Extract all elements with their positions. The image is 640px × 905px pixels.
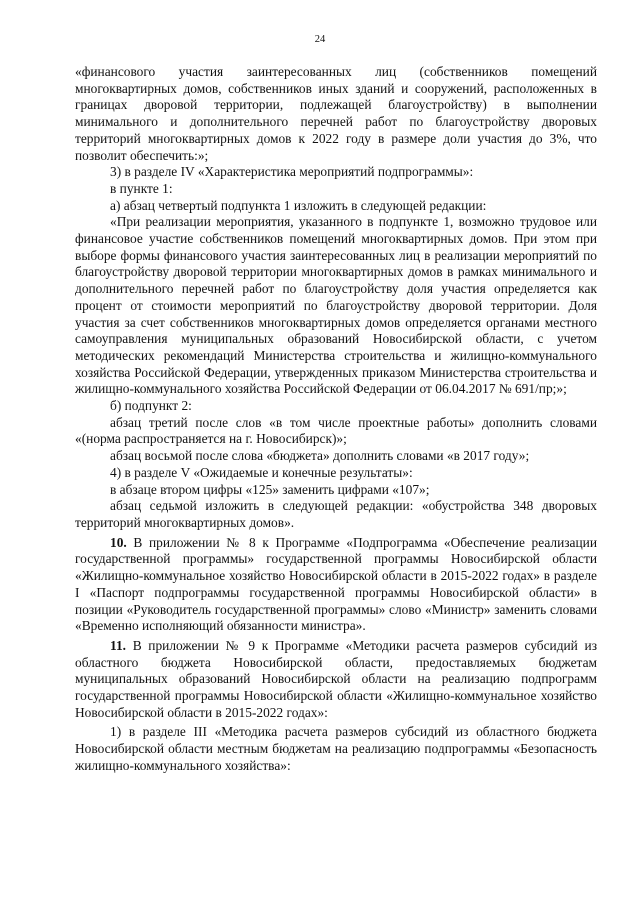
document-body: [75, 64, 597, 775]
paragraph-item-11: [75, 638, 597, 722]
paragraph-section-v: 4) в разделе V «Ожидаемые и конечные результаты»:: [110, 464, 413, 480]
paragraph-second-abzac-digits: в абзаце втором цифры «125» заменить цифрами «107»;: [110, 481, 430, 497]
paragraph-section-iv: 3) в разделе IV «Характеристика мероприятий подпрограммы»:: [110, 164, 474, 180]
item-10-number: 10.: [110, 534, 127, 550]
paragraph-financial-participation-quote: «финансового участия заинтересованных лиц (собственников помещений многоквартирных домов, собственников иных зданий и сооружений, расположенных в границах дворовой территории, подлежащей благоустройству) в выполнении минимального и дополнительного перечней работ по благоустройству дворовых территорий многоквартирных домов к 2022 году в размере доли участия до 3%, что позволит обеспечить:»;: [75, 64, 597, 163]
paragraph-section-iii: 1) в разделе III «Методика расчета размеров субсидий из областного бюджета Новосибирской области местным бюджетам на реализацию подпрограммы «Безопасность жилищно-коммунального хозяйства»:: [75, 724, 597, 773]
paragraph-new-wording-quote: «При реализации мероприятия, указанного в подпункте 1, возможно трудовое или финансовое участие собственников помещений многоквартирных домов. При этом при выборе формы финансового участия заинтересованных лиц в реализации мероприятий по благоустройству дворовой территории многоквартирных домов в рамках минимального и дополнительного перечней работ по благоустройству доля участия определяется как процент от стоимости мероприятий по благоустройству дворовой территории. Доля участия за счет собственников многоквартирных домов определяется органами местного самоуправления муниципальных образований Новосибирской области, с учетом методических рекомендаций Министерства строительства и жилищно-коммунального хозяйства Российской Федерации, утвержденных приказом Министерства строительства и жилищно-коммунального хозяйства Российской Федерации от 06.04.2017 № 691/пр;»;: [75, 214, 597, 397]
paragraph-seventh-abzac: абзац седьмой изложить в следующей редакции: «обустройства 348 дворовых территорий многоквартирных домов».: [75, 498, 597, 530]
item-11-number: 11.: [110, 637, 126, 653]
paragraph-point-1: в пункте 1:: [110, 180, 173, 196]
paragraph-subpoint-b: б) подпункт 2:: [110, 398, 192, 414]
item-11-text: В приложении № 9 к Программе «Методики расчета размеров субсидий из областного бюджета Новосибирской области, предоставляемых бюджетам муниципальных образований Новосибирской области на реализацию подпрограмм государственной программы Новосибирской области «Жилищно-коммунальное хозяйство Новосибирской области в 2015-2022 годах»:: [75, 637, 597, 720]
paragraph-third-abzac: абзац третий после слов «в том числе проектные работы» дополнить словами «(норма распространяется на г. Новосибирск)»;: [75, 414, 597, 447]
paragraph-item-10: [75, 535, 597, 635]
page-number: 24: [314, 34, 326, 45]
paragraph-eighth-abzac: абзац восьмой после слова «бюджета» дополнить словами «в 2017 году»;: [110, 448, 530, 464]
paragraph-subpoint-a: а) абзац четвертый подпункта 1 изложить в следующей редакции:: [110, 197, 487, 213]
item-10-text: В приложении № 8 к Программе «Подпрограмма «Обеспечение реализации государственной программы» государственной программы Новосибирской области «Жилищно-коммунальное хозяйство Новосибирской области в 2015-2022 годах» в разделе I «Паспорт подпрограммы государственной программы Новосибирской области» в позиции «Руководитель государственной программы» слово «Министр» заменить словами «Временно исполняющий обязанности министра».: [75, 534, 597, 634]
